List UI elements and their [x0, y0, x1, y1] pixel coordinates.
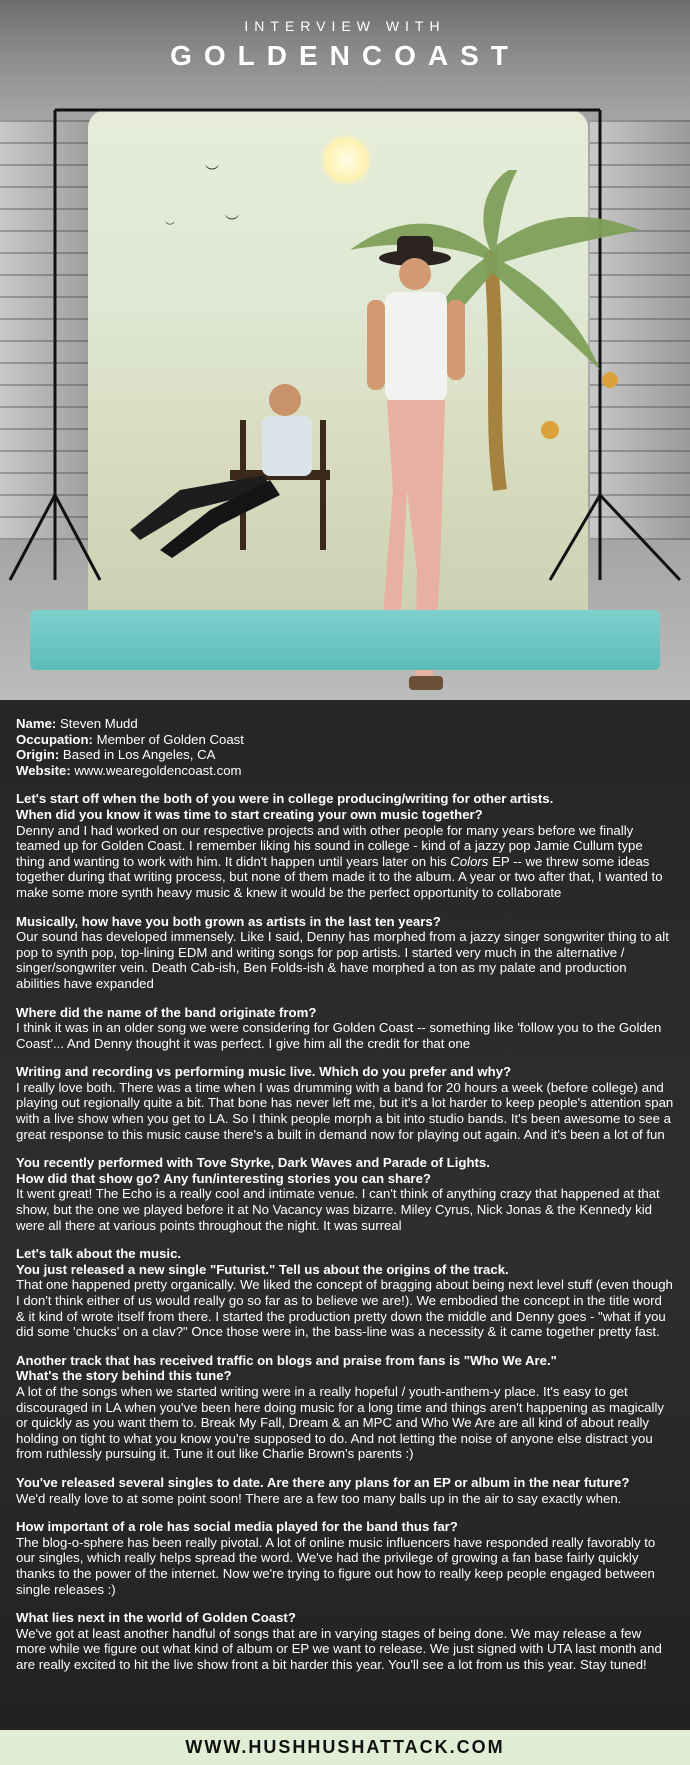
qa-item [16, 1064, 674, 1142]
answer: We'd really love to at some point soon! There are a few too many balls up in the air to say exactly when. [16, 1490, 622, 1506]
answer: Our sound has developed immensely. Like I said, Denny has morphed from a jazzy singer songwriter thing to alt pop to synth pop, top-lining EDM and writing songs for pop artists. I started very much in the alternative / singer/songwriter vein. Death Cab-ish, Ben Folds-ish & have morphed a ton as my palate and production abilities have expanded [16, 929, 669, 991]
website-link[interactable]: www.wearegoldencoast.com [74, 762, 242, 778]
answer: I think it was in an older song we were considering for Golden Coast -- something like 'follow you to the Golden Coast'... And Denny thought it was perfect. I give him all the credit for that one [16, 1020, 662, 1051]
footer-site-link[interactable]: WWW.HUSHHUSHATTACK.COM [0, 1730, 690, 1765]
question: You recently performed with Tove Styrke, Dark Waves and Parade of Lights. [16, 1155, 490, 1171]
answer [16, 823, 674, 901]
qa-item [16, 791, 674, 900]
question: You just released a new single "Futurist." Tell us about the origins of the track. [16, 1261, 509, 1277]
seated-person [120, 380, 360, 590]
qa-item [16, 1246, 674, 1340]
name-value: Steven Mudd [59, 716, 138, 731]
answer-text: Denny and I had worked on our respective projects and with other people for many years before we finally teamed up for Golden Coast. I remember liking his sound in college - kind of a jazzy pop Jamie Cullum type thing and wanting to work with him. It didn't happen until years later on his [16, 822, 643, 869]
answer: We've got at least another handful of songs that are in varying stages of being done. We may release a few more while we figure out what kind of album or EP we want to release. We just signed with UTA last month and are really excited to hit the live show front a bit harder this year. You'll see a lot from us this year. Stay tuned! [16, 1625, 662, 1672]
profile-website [16, 763, 674, 779]
question: How important of a role has social media played for the band thus far? [16, 1519, 458, 1535]
profile-name [16, 716, 674, 732]
occupation-label: Occupation: [16, 731, 93, 747]
hero-title: GOLDENCOAST [170, 40, 520, 71]
bird-icon: ︶ [165, 222, 175, 233]
question: What's the story behind this tune? [16, 1368, 232, 1384]
question: Writing and recording vs performing music live. Which do you prefer and why? [16, 1064, 512, 1080]
sea-foreground [30, 610, 660, 670]
qa-item [16, 1610, 674, 1672]
answer: It went great! The Echo is a really cool and intimate venue. I can't think of anything crazy that happened at that show, but the one we played before it at No Vacancy was bizarre. Miley Cyrus, Nick Jonas & the Kennedy kid were all there at various points throughout the night. It was surreal [16, 1186, 660, 1233]
origin-label: Origin: [16, 747, 60, 763]
answer-text: EP -- we threw some ideas together during that writing process, but none of them made it to the album. A year or two after that, I wanted to make some more synth heavy music & knew it would be the perfect opportunity to collaborate [16, 853, 663, 900]
question: Musically, how have you both grown as artists in the last ten years? [16, 913, 441, 929]
name-label: Name: [16, 716, 57, 731]
question: Let's talk about the music. [16, 1246, 182, 1262]
interview-panel [0, 700, 690, 1730]
hero-subtitle: INTERVIEW WITH [244, 18, 446, 34]
profile-block [16, 716, 674, 778]
profile-occupation [16, 732, 674, 748]
answer: That one happened pretty organically. We liked the concept of bragging about being next level stuff (even though I don't think either of us would really go so far as to believe we are!). We embodied the concept in the title word & it kind of wrote itself from there. I started the production pretty down the middle and Denny goes - "what if you did some 'chucks' on a clav?" Once those were in, the bass-line was a necessity & it came together pretty fast. [16, 1277, 673, 1340]
bird-icon: ︶ [205, 164, 219, 180]
qa-item [16, 1155, 674, 1233]
origin-value: Based in Los Angeles, CA [62, 747, 216, 763]
answer: I really love both. There was a time when I was drumming with a band for 20 hours a week (before college) and playing out regionally quite a bit. That bone has never left me, but it's a lot harder to keep people's attention span with a live show when you get to LA. So I think people morph a bit into studio bands. It's been awesome to see a great response to this music cause there's a built in demand now for playing out again. And it's been a lot of fun [16, 1079, 674, 1142]
question: What lies next in the world of Golden Coast? [16, 1610, 296, 1626]
occupation-value: Member of Golden Coast [96, 731, 244, 747]
qa-item [16, 914, 674, 992]
qa-item [16, 1475, 674, 1506]
profile-origin [16, 747, 674, 763]
answer: A lot of the songs when we started writing were in a really hopeful / youth-anthem-y place. It's easy to get discouraged in LA when you've been here doing music for a long time and things aren't happening as magically or quickly as you want them to. Break My Fall, Dream & an MPC and Who We Are are all kind of about really holding on tight to what you know you're supposed to do. And not letting the noise of anyone else distract you from ruthlessly pursuing it. Tune it out like Charlie Brown's parents :) [16, 1383, 664, 1462]
question: When did you know it was time to start creating your own music together? [16, 806, 483, 822]
answer: The blog-o-sphere has been really pivotal. A lot of online music influencers have responded really favorably to our singles, which really helps spread the word. We've had the privilege of growing a fan base fairly quickly thanks to the power of the internet. Now we're trying to figure out how to really keep people engaged between single releases :) [16, 1534, 656, 1597]
qa-item [16, 1005, 674, 1052]
question: Another track that has received traffic on blogs and praise from fans is "Who We Are." [16, 1352, 557, 1368]
hero-photo [0, 0, 690, 700]
question: Where did the name of the band originate from? [16, 1004, 317, 1020]
question: You've released several singles to date. Are there any plans for an EP or album in the near future? [16, 1474, 630, 1490]
website-label: Website: [16, 762, 71, 778]
question: Let's start off when the both of you were in college producing/writing for other artists. [16, 791, 554, 807]
qa-item [16, 1519, 674, 1597]
qa-item [16, 1353, 674, 1462]
bird-icon: ︶ [225, 214, 239, 230]
answer-emphasis: Colors [450, 853, 489, 869]
question: How did that show go? Any fun/interesting stories you can share? [16, 1170, 431, 1186]
